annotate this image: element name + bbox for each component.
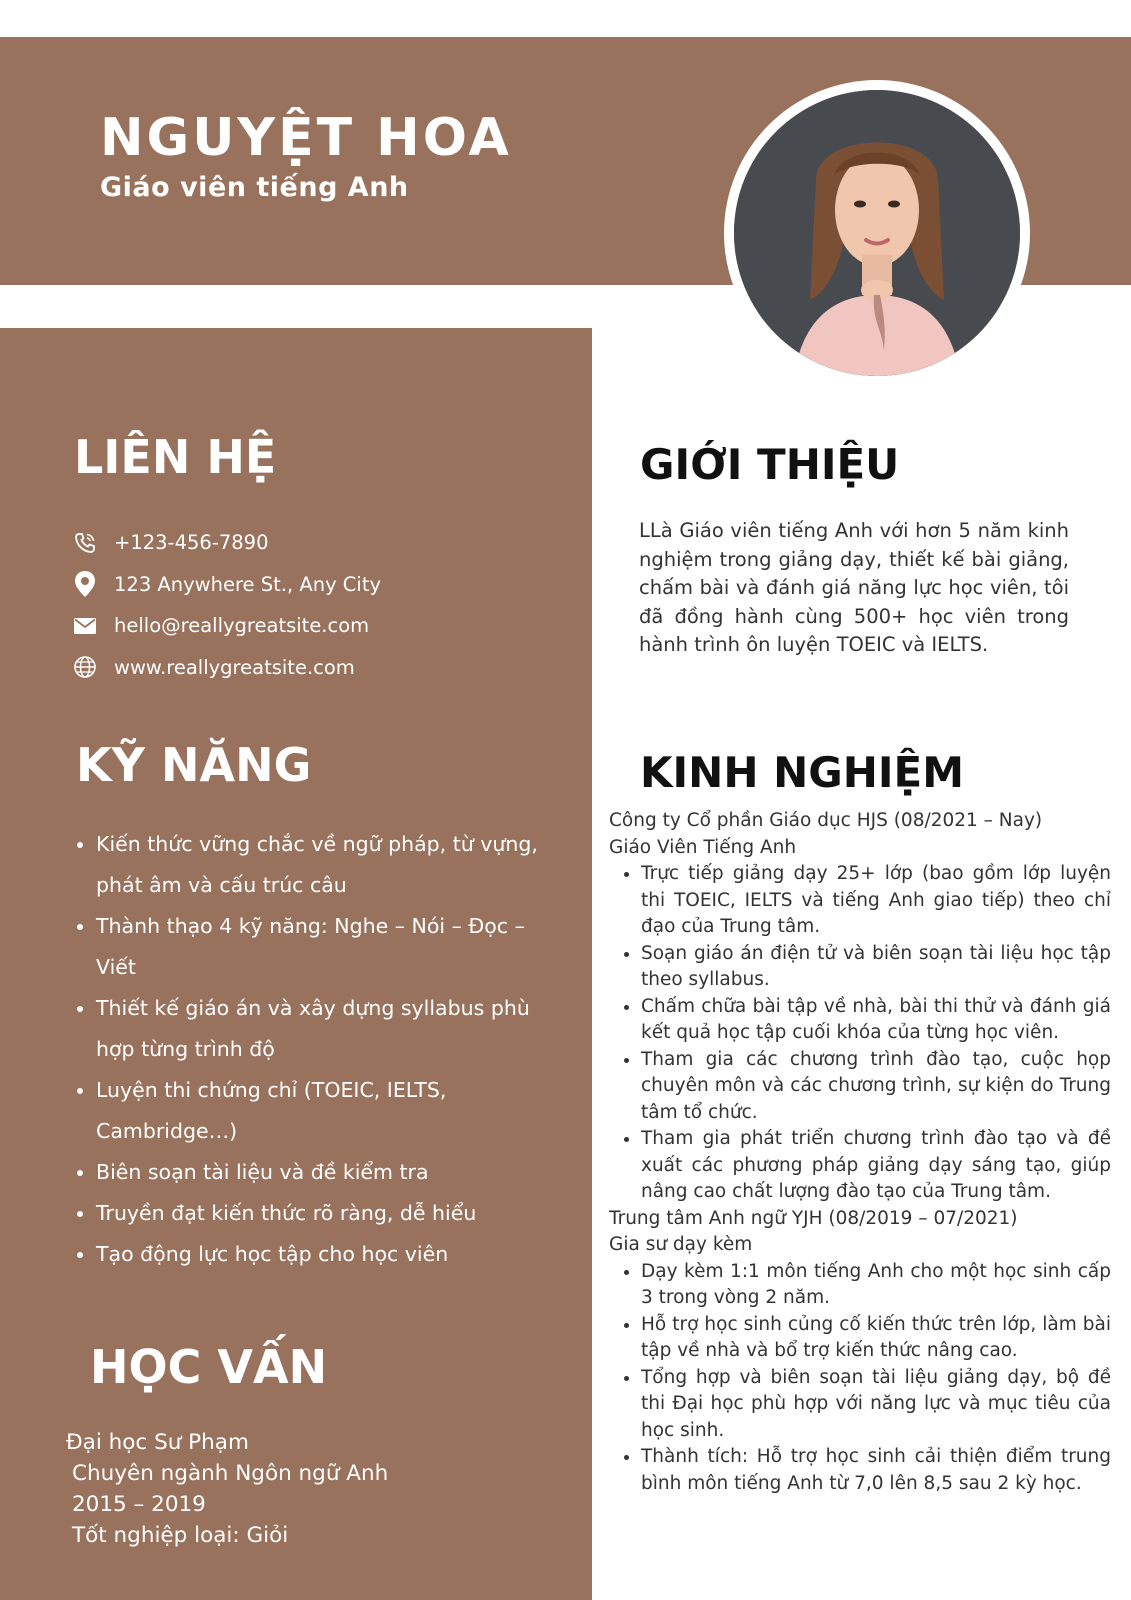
education-block (66, 1427, 388, 1551)
profile-photo (734, 90, 1020, 376)
email-icon (72, 613, 98, 639)
candidate-name: NGUYỆT HOA (100, 108, 512, 168)
portrait-illustration (734, 90, 1020, 376)
duty-item: • Hỗ trợ học sinh củng cố kiến thức trên lớp, làm bài tập về nhà và bổ trợ kiến thức nâng cao. (641, 1312, 1111, 1365)
contact-email (72, 605, 381, 647)
education-years: 2015 – 2019 (72, 1492, 206, 1517)
duty-item: • Dạy kèm 1:1 môn tiếng Anh cho một học sinh cấp 3 trong vòng 2 năm. (641, 1259, 1111, 1312)
duty-item: • Tổng hợp và biên soạn tài liệu giảng dạy, bộ đề thi Đại học phù hợp với năng lực và mục tiêu của học sinh. (641, 1365, 1111, 1445)
duty-item: • Tham gia các chương trình đào tạo, cuộc họp chuyên môn và các chương trình, sự kiện do Trung tâm tổ chức. (641, 1047, 1111, 1127)
website-text[interactable]: www.reallygreatsite.com (114, 655, 355, 679)
duty-item: • Soạn giáo án điện tử và biên soạn tài liệu học tập theo syllabus. (641, 941, 1111, 994)
skill-item: • Truyền đạt kiến thức rõ ràng, dễ hiểu (96, 1193, 566, 1234)
duty-item: • Tham gia phát triển chương trình đào tạo và đề xuất các phương pháp giảng dạy sáng tạo, giúp nâng cao chất lượng đào tạo của Trung tâm. (641, 1126, 1111, 1206)
education-grade: Tốt nghiệp loại: Giỏi (72, 1523, 289, 1548)
contact-phone (72, 522, 381, 564)
education-school: Đại học Sư Phạm (66, 1430, 249, 1455)
contact-heading: LIÊN HỆ (74, 430, 277, 484)
intro-text: LLà Giáo viên tiếng Anh với hơn 5 năm kinh nghiệm trong giảng dạy, thiết kế bài giảng, chấm bài và đánh giá năng lực học viên, tôi đã đồng hành cùng 500+ học viên trong hành trình ôn luyện TOEIC và IELTS. (639, 519, 1069, 656)
experience-block (609, 808, 1111, 1497)
skills-heading: KỸ NĂNG (76, 738, 312, 792)
skills-list (72, 824, 566, 1275)
duty-item: • Trực tiếp giảng dạy 25+ lớp (bao gồm lớp luyện thi TOEIC, IELTS và tiếng Anh giao tiếp) theo chỉ đạo của Trung tâm. (641, 861, 1111, 941)
skill-item: • Thành thạo 4 kỹ năng: Nghe – Nói – Đọc – Viết (96, 906, 566, 988)
job-duties (609, 861, 1111, 1206)
job-position: Giáo Viên Tiếng Anh (609, 836, 797, 858)
job-company: Trung tâm Anh ngữ YJH (08/2019 – 07/2021) (609, 1207, 1018, 1229)
skill-item: • Kiến thức vững chắc về ngữ pháp, từ vựng, phát âm và cấu trúc câu (96, 824, 566, 906)
contact-list (72, 522, 381, 688)
duty-item: • Thành tích: Hỗ trợ học sinh cải thiện điểm trung bình môn tiếng Anh từ 7,0 lên 8,5 sau 2 kỳ học. (641, 1444, 1111, 1497)
location-pin-icon (72, 571, 98, 597)
skill-item: • Biên soạn tài liệu và đề kiểm tra (96, 1152, 566, 1193)
job-duties (609, 1259, 1111, 1498)
education-major: Chuyên ngành Ngôn ngữ Anh (72, 1461, 389, 1486)
experience-heading: KINH NGHIỆM (640, 748, 964, 797)
email-text[interactable]: hello@reallygreatsite.com (114, 614, 370, 638)
skill-item: • Tạo động lực học tập cho học viên (96, 1234, 566, 1275)
candidate-title: Giáo viên tiếng Anh (100, 172, 409, 203)
contact-address (72, 564, 381, 606)
job-company: Công ty Cổ phần Giáo dục HJS (08/2021 – Nay) (609, 810, 1043, 831)
education-heading: HỌC VẤN (90, 1340, 328, 1394)
duty-item: • Chấm chữa bài tập về nhà, bài thi thử và đánh giá kết quả học tập cuối khóa của từng học viên. (641, 994, 1111, 1047)
phone-text[interactable]: +123-456-7890 (114, 531, 269, 555)
skill-item: • Luyện thi chứng chỉ (TOEIC, IELTS, Cambridge…) (96, 1070, 566, 1152)
skill-item: • Thiết kế giáo án và xây dựng syllabus phù hợp từng trình độ (96, 988, 566, 1070)
job-position: Gia sư dạy kèm (609, 1234, 753, 1255)
globe-icon (72, 654, 98, 680)
phone-icon (72, 530, 98, 556)
address-text: 123 Anywhere St., Any City (114, 572, 382, 596)
contact-website (72, 647, 381, 689)
intro-heading: GIỚI THIỆU (640, 440, 900, 489)
